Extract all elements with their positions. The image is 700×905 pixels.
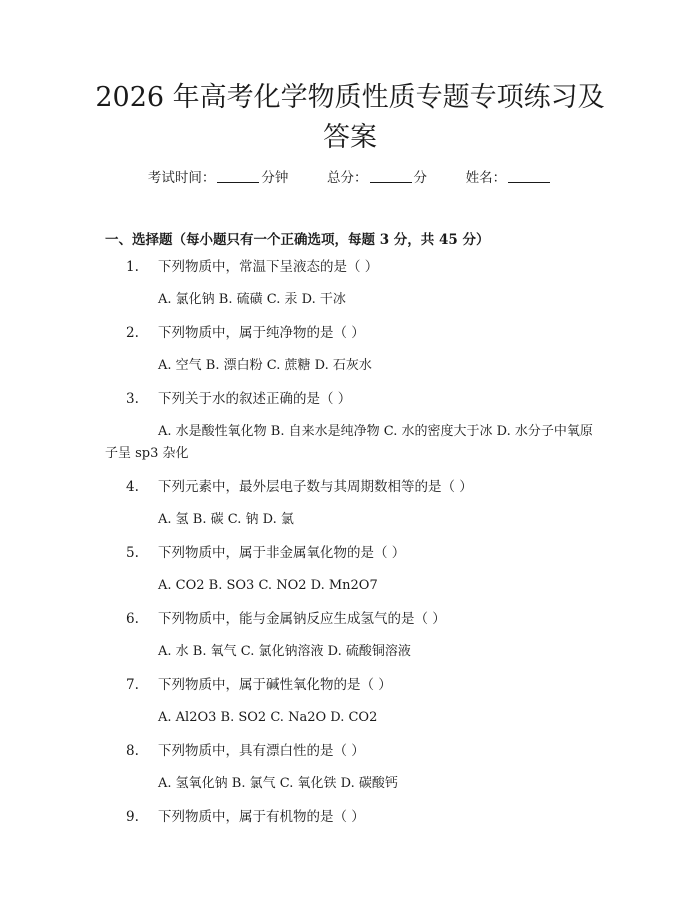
question-options: A. CO2 B. SO3 C. NO2 D. Mn2O7: [158, 578, 378, 593]
question-number: 8.: [126, 743, 139, 759]
question-options: A. 水 B. 氧气 C. 氯化钠溶液 D. 硫酸铜溶液: [158, 644, 411, 659]
question-stem: 下列物质中，属于纯净物的是（ ）: [158, 325, 365, 341]
question-options: A. 空气 B. 漂白粉 C. 蔗糖 D. 石灰水: [158, 358, 372, 373]
question-options: A. 氢 B. 碳 C. 钠 D. 氯: [158, 512, 294, 527]
question-stem: 下列元素中，最外层电子数与其周期数相等的是（ ）: [158, 479, 473, 495]
question-stem: 下列物质中，能与金属钠反应生成氢气的是（ ）: [158, 611, 446, 627]
section-heading: 一、选择题（每小题只有一个正确选项，每题 3 分，共 45 分）: [105, 232, 490, 248]
time-label: 考试时间：: [147, 170, 216, 186]
question-stem: 下列关于水的叙述正确的是（ ）: [158, 391, 352, 407]
question-stem: 下列物质中，具有漂白性的是（ ）: [158, 743, 365, 759]
question-item: [0, 323, 700, 343]
question-item: [0, 609, 700, 629]
question-number: 5.: [126, 545, 139, 561]
score-blank: [370, 170, 412, 183]
name-blank: [508, 170, 550, 183]
question-item: [0, 741, 700, 761]
question-stem: 下列物质中，常温下呈液态的是（ ）: [158, 259, 379, 275]
time-blank: [217, 170, 259, 183]
exam-info-line: [0, 168, 700, 188]
question-item: [0, 477, 700, 497]
question-stem: 下列物质中，属于有机物的是（ ）: [158, 809, 365, 825]
question-stem: 下列物质中，属于碱性氧化物的是（ ）: [158, 677, 392, 693]
question-number: 3.: [126, 391, 139, 407]
question-number: 1.: [126, 259, 139, 275]
score-unit: 分: [413, 170, 427, 186]
question-item: [0, 675, 700, 695]
question-number: 4.: [126, 479, 139, 495]
score-label: 总分：: [327, 170, 368, 186]
question-number: 6.: [126, 611, 139, 627]
question-number: 2.: [126, 325, 139, 341]
question-number: 7.: [126, 677, 139, 693]
question-item: [0, 807, 700, 827]
question-list: [0, 257, 700, 839]
page-title: 2026 年高考化学物质性质专题专项练习及答案: [95, 82, 605, 153]
question-options: A. 氢氧化钠 B. 氯气 C. 氧化铁 D. 碳酸钙: [158, 776, 398, 791]
question-options: A. Al2O3 B. SO2 C. Na2O D. CO2: [158, 710, 378, 725]
name-label: 姓名：: [465, 170, 507, 186]
question-item: [0, 389, 700, 409]
time-unit: 分钟: [261, 170, 289, 186]
question-options: A. 水是酸性氧化物 B. 自来水是纯净物 C. 水的密度大于冰 D. 水分子中氧原子呈 sp3 杂化: [105, 424, 593, 461]
question-stem: 下列物质中，属于非金属氧化物的是（ ）: [158, 545, 406, 561]
question-options: A. 氯化钠 B. 硫磺 C. 汞 D. 干冰: [158, 292, 346, 307]
question-item: [0, 257, 700, 277]
question-item: [0, 543, 700, 563]
question-number: 9.: [126, 809, 139, 825]
